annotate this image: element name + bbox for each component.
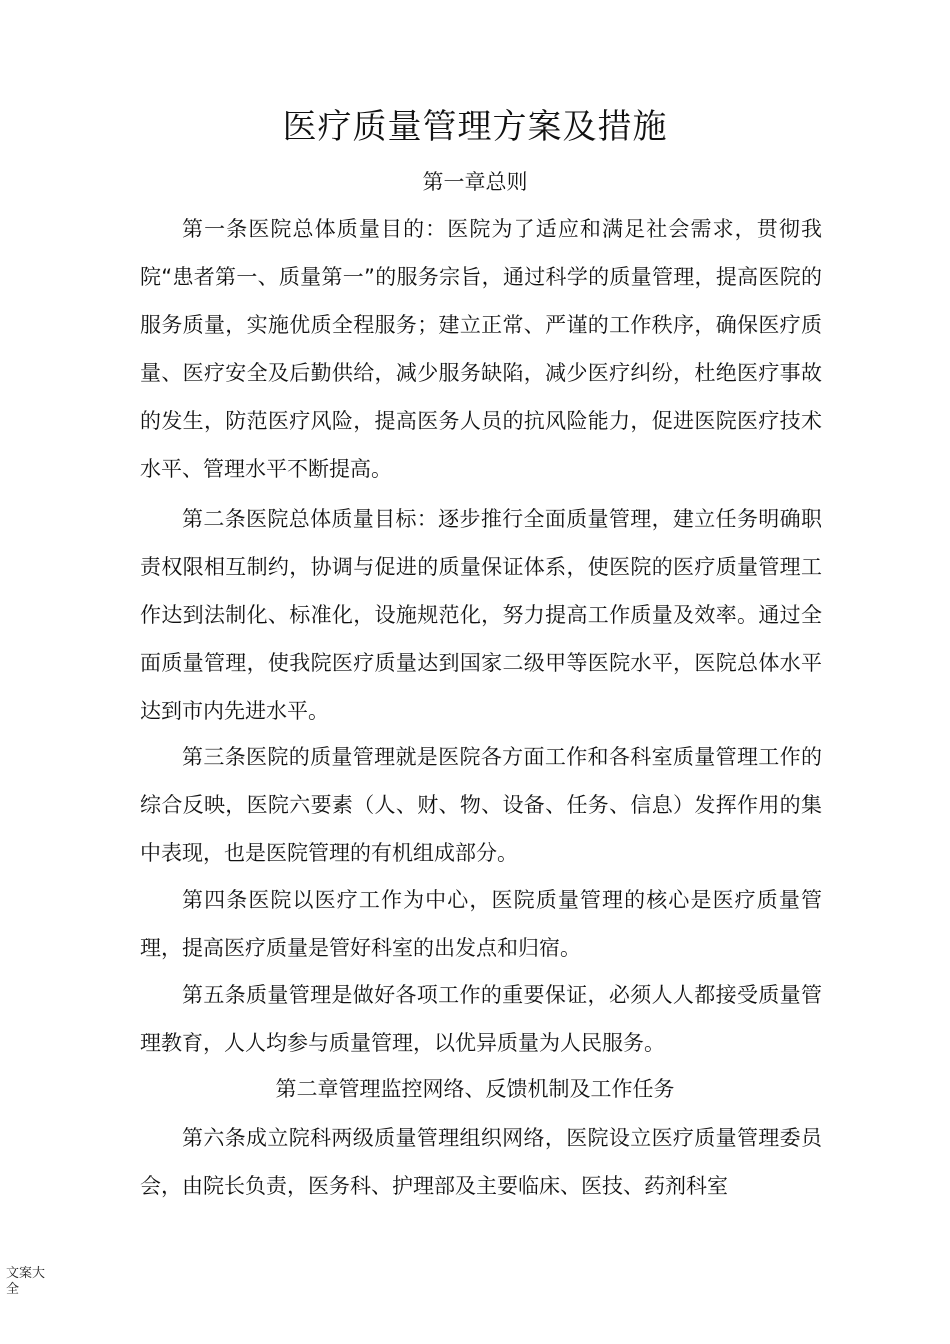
article-paragraph: 第六条成立院科两级质量管理组织网络，医院设立医疗质量管理委员会，由院长负责，医务科、护理部及主要临床、医技、药剂科室 (140, 1126, 822, 1199)
article-paragraph: 第五条质量管理是做好各项工作的重要保证，必须人人都接受质量管理教育，人人均参与质量管理，以优异质量为人民服务。 (140, 983, 822, 1056)
article-paragraph: 第三条医院的质量管理就是医院各方面工作和各科室质量管理工作的综合反映，医院六要素（人、财、物、设备、任务、信息）发挥作用的集中表现，也是医院管理的有机组成部分。 (140, 745, 822, 866)
article-paragraph: 第二条医院总体质量目标：逐步推行全面质量管理，建立任务明确职责权限相互制约，协调与促进的质量保证体系，使医院的医疗质量管理工作达到法制化、标准化，设施规范化，努力提高工作质量及效率。通过全面质量管理，使我院医疗质量达到国家二级甲等医院水平，医院总体水平达到市内先进水平。 (140, 507, 822, 724)
document-title: 医疗质量管理方案及措施 (282, 107, 668, 147)
chapter-heading: 第二章管理监控网络、反馈机制及工作任务 (275, 1077, 675, 1101)
article-paragraph: 第一条医院总体质量目的：医院为了适应和满足社会需求，贯彻我院“患者第一、质量第一”的服务宗旨，通过科学的质量管理，提高医院的服务质量，实施优质全程服务；建立正常、严谨的工作秩序，确保医疗质量、医疗安全及后勤供给，减少服务缺陷，减少医疗纠纷，杜绝医疗事故的发生，防范医疗风险，提高医务人员的抗风险能力，促进医院医疗技术水平、管理水平不断提高。 (140, 217, 822, 482)
article-paragraph: 第四条医院以医疗工作为中心，医院质量管理的核心是医疗质量管理，提高医疗质量是管好科室的出发点和归宿。 (140, 888, 822, 961)
footer-note: 文案大全 (6, 1266, 46, 1297)
chapter-heading: 第一章总则 (422, 170, 528, 194)
